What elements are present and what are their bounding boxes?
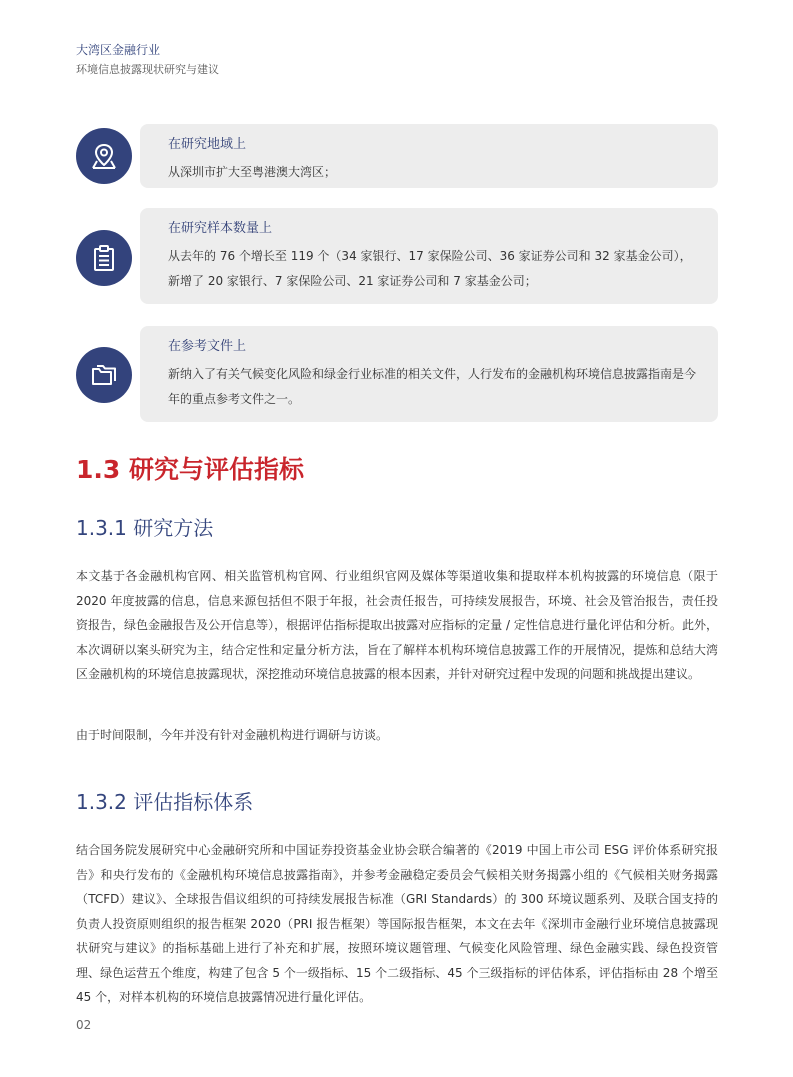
methods-paragraph-2: 由于时间限制，今年并没有针对金融机构进行调研与访谈。 bbox=[76, 728, 389, 742]
clipboard-icon bbox=[76, 230, 132, 286]
info-box-title: 在参考文件上 bbox=[168, 339, 247, 354]
info-box-sample bbox=[140, 208, 718, 304]
subsection-title-methods: 1.3.1 研究方法 bbox=[76, 516, 214, 540]
folder-icon bbox=[76, 347, 132, 403]
methods-paragraph-1: 本文基于各金融机构官网、相关监管机构官网、行业组织官网及媒体等渠道收集和提取样本机构披露的环境信息（限于 2020 年度披露的信息，信息来源包括但不限于年报，社会责任报告，可持续发展报告，环境、社会及管治报告，责任投资报告，绿色金融报告及公开信息等），根据评估指标提取出披露对应指标的定量 / 定性信息进行量化评估和分析。此外，本次调研以案头研究为主，结合定性和定量分析方法，旨在了解样本机构环境信息披露工作的开展情况，提炼和总结大湾区金融机构的环境信息披露现状，深挖推动环境信息披露的根本因素，并针对研究过程中发现的问题和挑战提出建议。 bbox=[76, 569, 718, 681]
info-box-title: 在研究地域上 bbox=[168, 137, 247, 152]
header-line-1: 大湾区金融行业 bbox=[76, 43, 161, 57]
info-box-desc: 从深圳市扩大至粤港澳大湾区； bbox=[168, 165, 337, 179]
header-line-2: 环境信息披露现状研究与建议 bbox=[76, 63, 219, 76]
info-box-desc: 从去年的 76 个增长至 119 个（34 家银行、17 家保险公司、36 家证券公司和 32 家基金公司），新增了 20 家银行、7 家保险公司、21 家证券公司和 7 家基金公司； bbox=[168, 249, 692, 288]
subsection-title-indicators: 1.3.2 评估指标体系 bbox=[76, 790, 254, 814]
indicators-paragraph: 结合国务院发展研究中心金融研究所和中国证券投资基金业协会联合编著的《2019 中国上市公司 ESG 评价体系研究报告》和央行发布的《金融机构环境信息披露指南》，并参考金融稳定委员会气候相关财务揭露小组的《气候相关财务揭露（TCFD）建议》、全球报告倡议组织的可持续发展报告标准（GRI Standards）的 300 环境议题系列、及联合国支持的负责人投资原则组织的报告框架 2020（PRI 报告框架）等国际报告框架，本文在去年《深圳市金融行业环境信息披露现状研究与建议》的指标基础上进行了补充和扩展，按照环境议题管理、气候变化风险管理、绿色金融实践、绿色投资管理、绿色运营五个维度，构建了包含 5 个一级指标、15 个二级指标、45 个三级指标的评估体系，评估指标由 28 个增至 45 个，对样本机构的环境信息披露情况进行量化评估。 bbox=[76, 843, 718, 1004]
info-box-desc: 新纳入了有关气候变化风险和绿金行业标准的相关文件，人行发布的金融机构环境信息披露指南是今年的重点参考文件之一。 bbox=[168, 367, 697, 406]
section-title: 1.3 研究与评估指标 bbox=[76, 455, 304, 484]
info-box-title: 在研究样本数量上 bbox=[168, 221, 273, 236]
info-box-region bbox=[140, 124, 718, 188]
page-number: 02 bbox=[76, 1018, 92, 1032]
info-box-reference bbox=[140, 326, 718, 422]
running-header bbox=[76, 42, 219, 78]
map-pin-icon bbox=[76, 128, 132, 184]
